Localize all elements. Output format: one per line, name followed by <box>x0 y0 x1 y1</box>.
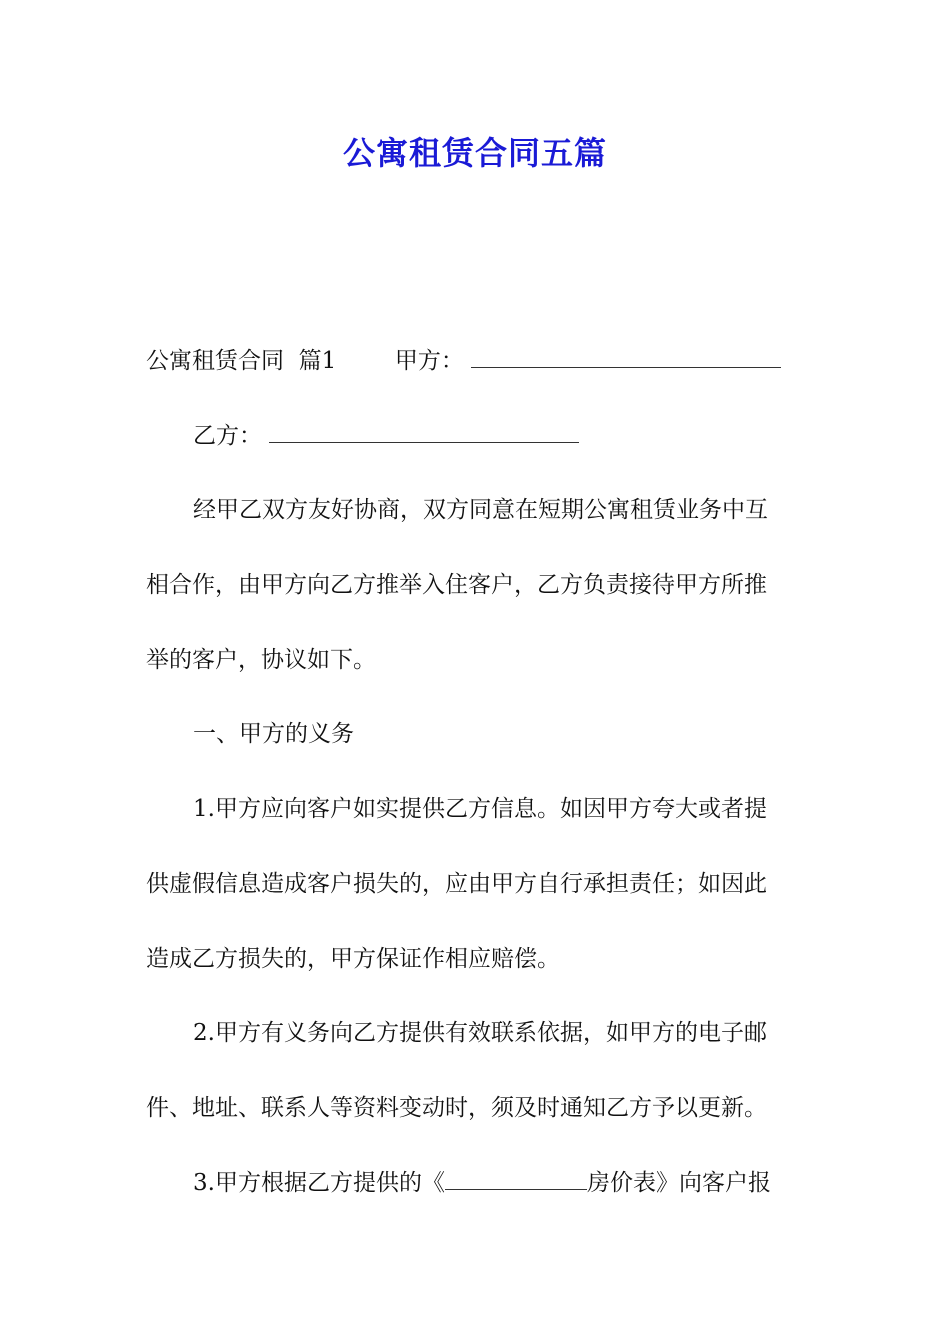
intro-line-1: 经甲乙双方友好协商，双方同意在短期公寓租赁业务中互 <box>193 497 768 523</box>
party-a-blank[interactable] <box>471 345 781 368</box>
intro-line-3: 举的客户，协议如下。 <box>146 647 376 673</box>
item-3-text-before: 3.甲方根据乙方提供的《 <box>193 1170 445 1196</box>
party-b-label: 乙方： <box>193 423 262 449</box>
item-2-line-1: 2.甲方有义务向乙方提供有效联系依据，如甲方的电子邮 <box>193 1020 767 1046</box>
intro-line-2: 相合作，由甲方向乙方推举入住客户，乙方负责接待甲方所推 <box>146 572 767 598</box>
item-1-line-1: 1.甲方应向客户如实提供乙方信息。如因甲方夸大或者提 <box>193 796 767 822</box>
section-1-title: 一、甲方的义务 <box>193 721 354 747</box>
item-3-text-after: 房价表》向客户报 <box>586 1170 771 1196</box>
item-1-line-2: 供虚假信息造成客户损失的，应由甲方自行承担责任；如因此 <box>146 871 767 897</box>
item-1-line-3: 造成乙方损失的，甲方保证作相应赔偿。 <box>146 946 560 972</box>
party-a-label: 甲方： <box>394 348 464 374</box>
item-3-line-1 <box>193 1167 771 1198</box>
document-title: 公寓租赁合同五篇 <box>342 134 607 172</box>
price-list-blank[interactable] <box>445 1167 587 1190</box>
party-b-line <box>193 420 579 451</box>
first-heading-line <box>146 345 781 376</box>
contract-heading: 公寓租赁合同 篇1 <box>146 348 337 374</box>
item-2-line-2: 件、地址、联系人等资料变动时，须及时通知乙方予以更新。 <box>146 1095 767 1121</box>
party-b-blank[interactable] <box>269 420 579 443</box>
